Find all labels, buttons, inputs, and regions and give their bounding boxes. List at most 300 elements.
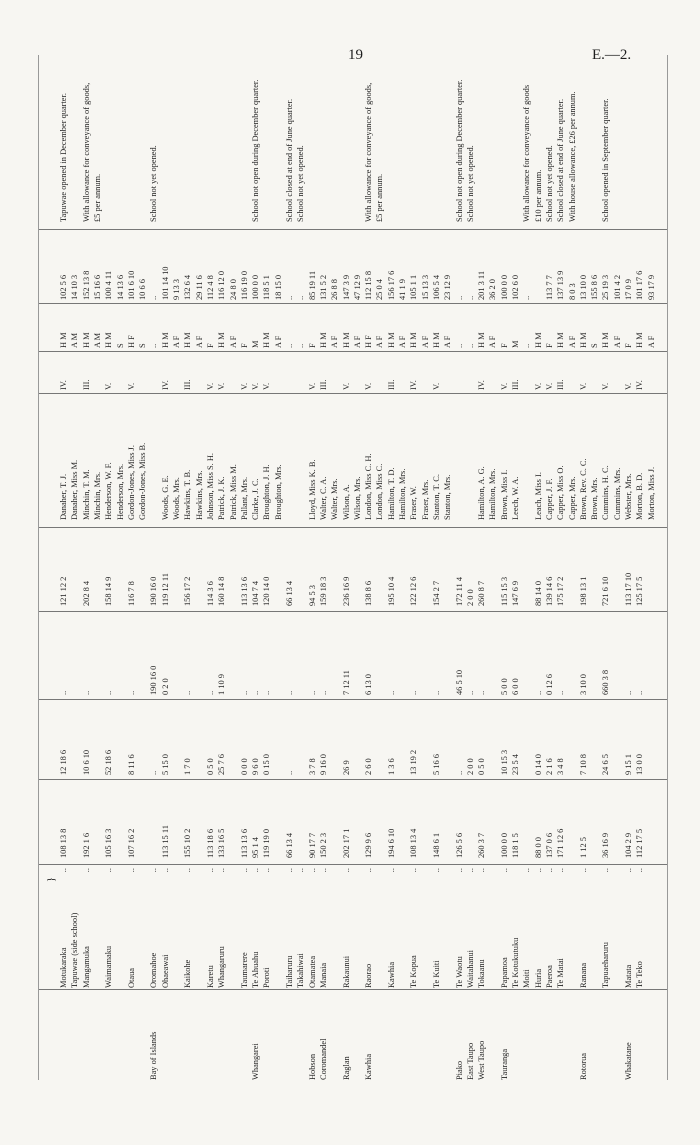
cell-remark: School closed at end of June quarter. (285, 98, 294, 222)
cell-extra: 13 19 2 (409, 749, 419, 775)
cell-sal: .. (522, 295, 532, 300)
cell-total: 175 17 2 (556, 576, 566, 606)
cell-pos: A M (92, 332, 102, 348)
cell-teacher: Danaher, Miss M. (70, 459, 80, 520)
column-rule (38, 527, 668, 528)
cell-build: .. (285, 690, 294, 695)
cell-build: 1 10 9 (217, 674, 227, 695)
cell-total: 88 14 0 (533, 580, 543, 606)
cell-school: Otaua (126, 968, 136, 988)
cell-pos: .. (296, 343, 306, 348)
cell-pos: A F (228, 335, 238, 348)
cell-salary: 36 16 9 (601, 832, 611, 858)
cell-salary: 90 17 7 (307, 832, 317, 858)
cell-dots: .. (318, 868, 328, 873)
cell-pos: .. (454, 343, 464, 348)
cell-total: 154 2 7 (431, 580, 441, 606)
cell-total: 94 5 3 (307, 585, 317, 606)
cell-class: V. (578, 382, 588, 390)
cell-district: Whangarei (251, 1043, 261, 1080)
cell-teacher: Webster, Mrs. (624, 473, 633, 520)
cell-remark: Tapuwae opened in December quarter. (59, 93, 68, 222)
cell-extra: 25 7 6 (217, 754, 227, 775)
cell-teacher: Capper, Mrs. (567, 476, 577, 520)
cell-teacher: Walter, C. A. (318, 476, 328, 520)
cell-salary: 155 10 2 (183, 828, 193, 858)
cell-remark: School opened in September quarter. (601, 98, 611, 222)
column-rule (38, 864, 668, 865)
cell-class: V. (601, 382, 611, 390)
cell-extra: 0 5 0 (205, 758, 215, 775)
rotated-table (38, 55, 668, 1080)
cell-build: .. (307, 690, 317, 695)
cell-school: Huria (533, 968, 543, 988)
cell-class: V. (431, 382, 441, 390)
cell-teacher: Fraser, W. (409, 486, 419, 520)
cell-teacher: Brown, Rev. C. C. (578, 458, 588, 520)
cell-class: V. (499, 382, 509, 390)
cell-sal: 105 1 1 (409, 274, 419, 300)
cell-school: Te Teko (635, 961, 645, 988)
cell-dots: .. (409, 868, 419, 873)
cell-class: III. (511, 379, 520, 390)
cell-build: 0 12 6 (544, 674, 554, 695)
cell-sal: 106 5 4 (431, 274, 441, 300)
cell-total: 158 14 9 (104, 576, 114, 606)
cell-pos: F (205, 343, 215, 348)
cell-class: III. (183, 379, 193, 390)
cell-extra: 9 16 0 (318, 754, 328, 775)
cell-sal: .. (285, 295, 294, 300)
cell-district: West Taupo (477, 1040, 487, 1080)
cell-extra: 7 10 8 (578, 754, 588, 775)
cell-extra: 1 3 6 (386, 758, 396, 775)
cell-pos: A F (330, 335, 340, 348)
cell-remark: With allowance for conveyance of goods, (81, 82, 91, 222)
cell-extra: .. (149, 770, 159, 775)
cell-extra: 26 9 (341, 760, 351, 775)
cell-pos: A M (70, 332, 80, 348)
cell-sal: 9 13 3 (172, 279, 181, 300)
cell-dots: .. (431, 868, 441, 873)
cell-dots: .. (578, 868, 588, 873)
cell-sal: 116 12 0 (217, 270, 227, 300)
cell-build: 46 5 10 (454, 669, 464, 695)
cell-remark: With allowance for conveyance of goods (522, 84, 532, 222)
cell-dots: .. (386, 868, 396, 873)
cell-school: Motukaraka (59, 947, 68, 988)
cell-total: 122 12 6 (409, 576, 419, 606)
cell-class: IV. (409, 380, 419, 390)
cell-sal: 112 4 8 (205, 275, 215, 300)
cell-pos: F (239, 343, 249, 348)
cell-total: 190 16 0 (149, 576, 159, 606)
cell-build: .. (183, 690, 193, 695)
cell-dots: .. (149, 868, 159, 873)
cell-total: 156 17 2 (183, 576, 193, 606)
cell-pos: .. (465, 343, 475, 348)
cell-salary: 119 19 0 (262, 828, 272, 858)
cell-total: 120 14 0 (262, 576, 272, 606)
cell-total: 138 8 6 (364, 580, 374, 606)
cell-school: Paeroa (544, 965, 554, 988)
cell-sal: 14 13 6 (115, 274, 125, 300)
column-rule (38, 351, 668, 352)
cell-salary: 194 6 10 (386, 828, 396, 858)
cell-remark: School not yet opened. (296, 145, 306, 222)
cell-teacher: Stanton, T. C. (431, 474, 441, 520)
brace-mark: } (46, 877, 57, 882)
cell-teacher: Stanton, Mrs. (443, 474, 453, 520)
cell-sal: 113 7 7 (544, 275, 554, 300)
cell-teacher: Lloyd, Miss K. B. (307, 459, 317, 520)
cell-salary: 104 2 9 (624, 832, 633, 858)
cell-teacher: Hamilton, T. D. (386, 467, 396, 520)
cell-extra: 3 4 8 (556, 758, 566, 775)
cell-teacher: Johnson, Miss S. H. (205, 452, 215, 520)
cell-sal: .. (465, 295, 475, 300)
cell-teacher: Patrick, J. K. (217, 476, 227, 520)
cell-remark: School not open during December quarter. (454, 79, 464, 222)
cell-build: 660 3 8 (601, 669, 611, 695)
cell-pos: F (499, 343, 509, 348)
cell-salary: 148 6 1 (431, 832, 441, 858)
cell-extra: 12 18 6 (59, 749, 68, 775)
cell-teacher: Hawkins, T. B. (183, 469, 193, 520)
cell-class: V. (205, 382, 215, 390)
cell-school: Kaikohe (183, 959, 193, 988)
cell-salary: 112 17 5 (635, 828, 645, 858)
cell-school: Otamatea (307, 955, 317, 988)
cell-dots: .. (364, 868, 374, 873)
cell-class: V. (307, 382, 317, 390)
cell-pos: H M (217, 332, 227, 348)
bottom-rule (667, 55, 668, 1080)
cell-sal: 201 3 11 (477, 270, 487, 300)
cell-class: V. (533, 382, 543, 390)
cell-extra: 0 15 0 (262, 754, 272, 775)
cell-pos: H M (318, 332, 328, 348)
cell-sal: 85 19 11 (307, 270, 317, 300)
cell-school: Karetu (205, 965, 215, 988)
cell-build: .. (386, 690, 396, 695)
cell-pos: F (624, 343, 633, 348)
paper-reference: E.—2. (592, 47, 632, 63)
cell-extra: .. (285, 770, 294, 775)
cell-total: 172 11 4 (454, 576, 464, 606)
cell-build: .. (533, 690, 543, 695)
cell-sal: 152 13 8 (81, 270, 91, 300)
cell-salary: 1 12 5 (578, 837, 588, 858)
cell-school: Ranana (578, 962, 588, 988)
cell-school: Kawhia (386, 961, 396, 988)
cell-class: IV. (635, 380, 645, 390)
cell-school: Taiharuru (285, 955, 294, 988)
cell-dots: .. (601, 868, 611, 873)
cell-remark: With allowance for conveyance of goods, (364, 82, 374, 222)
cell-sal: 25 0 4 (375, 279, 385, 300)
cell-extra: 10 6 10 (81, 749, 91, 775)
cell-teacher: Pallant, Mrs. (239, 476, 249, 520)
cell-pos: H M (341, 332, 351, 348)
cell-pos: A F (646, 335, 656, 348)
cell-school: Matata (624, 964, 633, 988)
cell-school: Papamoa (499, 957, 509, 988)
cell-pos: A F (443, 335, 453, 348)
cell-build: .. (205, 690, 215, 695)
cell-school: Te Kotukutuku (511, 937, 520, 988)
cell-teacher: Capper, J. F. (544, 478, 554, 520)
cell-dots: .. (59, 868, 68, 873)
cell-sal: 24 8 0 (228, 279, 238, 300)
cell-sal: 14 10 3 (70, 274, 80, 300)
cell-salary: 113 18 6 (205, 828, 215, 858)
cell-pos: H M (533, 332, 543, 348)
cell-salary: 171 12 6 (556, 828, 566, 858)
cell-school: Poroti (262, 967, 272, 988)
cell-build: .. (251, 690, 261, 695)
cell-build: .. (624, 690, 633, 695)
cell-teacher: Patrick, Miss M. (228, 464, 238, 520)
cell-salary: 118 1 5 (511, 833, 520, 858)
cell-school: Manaia (318, 962, 328, 988)
cell-school: Moiti (522, 969, 532, 988)
cell-pos: H M (59, 332, 68, 348)
cell-pos: A F (172, 335, 181, 348)
cell-school: Ohaeawai (160, 954, 170, 988)
cell-dots: .. (126, 868, 136, 873)
column-rule (38, 229, 668, 230)
cell-total: 198 13 1 (578, 576, 588, 606)
cell-salary: 107 16 2 (126, 828, 136, 858)
cell-sal: 102 5 6 (59, 274, 68, 300)
cell-teacher: Danaher, T. J. (59, 473, 68, 520)
cell-extra: 24 6 5 (601, 754, 611, 775)
cell-total: 113 17 10 (624, 572, 633, 606)
cell-sal: 137 13 9 (556, 270, 566, 300)
cell-build: 6 13 0 (364, 674, 374, 695)
cell-salary: 126 5 6 (454, 832, 464, 858)
cell-teacher: Broughton, J. H. (262, 464, 272, 520)
cell-school: Tapuaeharuru (601, 942, 611, 988)
cell-sal: 17 0 9 (624, 279, 633, 300)
cell-pos: .. (522, 343, 532, 348)
cell-dots: .. (205, 868, 215, 873)
cell-district: Rotorua (578, 1053, 588, 1080)
cell-pos: A F (352, 335, 362, 348)
cell-extra: 23 5 4 (511, 754, 520, 775)
cell-pos: H F (126, 335, 136, 348)
cell-dots: .. (285, 868, 294, 873)
cell-school: Tokaanu (477, 959, 487, 988)
cell-class: IV. (477, 380, 487, 390)
cell-pos: H M (104, 332, 114, 348)
cell-pos: H M (477, 332, 487, 348)
column-rule (38, 393, 668, 394)
cell-extra: 9 6 0 (251, 758, 261, 775)
cell-extra: 8 11 6 (126, 754, 136, 775)
column-rule (38, 699, 668, 700)
cell-total: 104 7 4 (251, 580, 261, 606)
cell-total: 260 8 7 (477, 580, 487, 606)
cell-dots: .. (251, 868, 261, 873)
cell-total: 114 3 6 (205, 581, 215, 606)
cell-class: IV. (160, 380, 170, 390)
column-rule (38, 779, 668, 780)
cell-sal: 100 0 0 (251, 274, 261, 300)
cell-teacher: Leech, W. A. (511, 476, 520, 520)
cell-class: V. (251, 382, 261, 390)
cell-sal: 131 5 2 (318, 274, 328, 300)
cell-district: Coromandel (318, 1038, 328, 1080)
cell-district: Bay of Islands (149, 1031, 159, 1080)
cell-pos: M (511, 340, 520, 348)
cell-sal: .. (454, 295, 464, 300)
cell-sal: 26 8 8 (330, 279, 340, 300)
cell-dots: .. (533, 868, 543, 873)
cell-pos: .. (285, 343, 294, 348)
cell-dots: .. (465, 868, 475, 873)
cell-extra: 5 16 6 (431, 754, 441, 775)
cell-pos: F (307, 343, 317, 348)
cell-total: 721 6 10 (601, 576, 611, 606)
cell-build: .. (465, 690, 475, 695)
cell-total: 147 6 9 (511, 580, 520, 606)
column-rule (38, 611, 668, 612)
cell-teacher: Woods, G. E. (160, 475, 170, 520)
cell-build: .. (59, 690, 68, 695)
cell-class: V. (239, 382, 249, 390)
cell-teacher: London, Miss C. H. (364, 453, 374, 520)
cell-class: V. (624, 382, 633, 390)
cell-pos: H M (262, 332, 272, 348)
cell-teacher: Walter, Mrs. (330, 478, 340, 520)
cell-total: 195 10 4 (386, 576, 396, 606)
cell-pos: H M (386, 332, 396, 348)
cell-teacher: Cummins, Mrs. (612, 467, 622, 520)
cell-school: Te Kuiti (431, 960, 441, 988)
cell-school: Mangamuka (81, 946, 91, 988)
cell-dots: .. (499, 868, 509, 873)
cell-sal: 156 17 6 (386, 270, 396, 300)
cell-pos: H M (601, 332, 611, 348)
cell-pos: A F (273, 335, 283, 348)
cell-sal: 132 6 4 (183, 274, 193, 300)
cell-teacher: London, Miss C. (375, 463, 385, 520)
cell-build: .. (239, 690, 249, 695)
cell-extra: 3 7 8 (307, 758, 317, 775)
cell-remark: School not yet opened. (544, 145, 554, 222)
cell-teacher: Morton, Miss J. (646, 466, 656, 520)
cell-sal: 112 15 8 (364, 270, 374, 300)
cell-build: .. (477, 690, 487, 695)
cell-sal: 155 8 6 (590, 274, 600, 300)
cell-build: 5 0 0 (499, 678, 509, 695)
cell-teacher: Woods, Mrs. (172, 477, 181, 520)
cell-build: .. (556, 690, 566, 695)
cell-district: Kawhia (364, 1053, 374, 1080)
cell-total: 159 18 3 (318, 576, 328, 606)
cell-salary: 95 1 4 (251, 837, 261, 858)
cell-pos: M (251, 340, 261, 348)
cell-class: V. (262, 382, 272, 390)
cell-build: .. (104, 690, 114, 695)
cell-pos: A F (420, 335, 430, 348)
cell-pos: H M (635, 332, 645, 348)
cell-extra: 13 0 0 (635, 754, 645, 775)
cell-sal: 13 10 0 (578, 274, 588, 300)
cell-teacher: Hamilton, Mrs. (398, 468, 407, 520)
cell-sal: 101 4 2 (612, 274, 622, 300)
cell-school: Takahiwai (296, 953, 306, 988)
cell-sal: 36 2 0 (488, 279, 498, 300)
cell-extra: 1 7 0 (183, 758, 193, 775)
cell-extra: 5 15 0 (160, 754, 170, 775)
cell-salary: 202 17 1 (341, 828, 351, 858)
cell-sal: 10 6 6 (138, 279, 148, 300)
cell-remark: School closed at end of June quarter. (556, 98, 566, 222)
cell-extra: 0 14 0 (533, 754, 543, 775)
cell-teacher: Fraser, Mrs. (420, 479, 430, 520)
cell-pos: H M (183, 332, 193, 348)
cell-salary: 113 15 11 (160, 825, 170, 858)
cell-build: .. (126, 690, 136, 695)
cell-pos: A F (612, 335, 622, 348)
cell-build: 7 12 11 (341, 670, 351, 695)
cell-pos: A F (398, 335, 407, 348)
cell-build: .. (262, 690, 272, 695)
cell-sal: 23 12 9 (443, 274, 453, 300)
cell-pos: A F (488, 335, 498, 348)
cell-salary: 192 1 6 (81, 832, 91, 858)
cell-total: 125 17 5 (635, 576, 645, 606)
cell-teacher: Henderson, Mrs. (115, 463, 125, 520)
cell-teacher: Cummins, H. C. (601, 465, 611, 520)
cell-dots: .. (183, 868, 193, 873)
cell-sal: 25 19 3 (601, 274, 611, 300)
cell-extra: 10 15 3 (499, 749, 509, 775)
cell-teacher: Minchin, Mrs. (92, 471, 102, 520)
cell-teacher: Gordon-Jones, Miss B. (138, 442, 148, 520)
cell-sal: 147 3 9 (341, 274, 351, 300)
cell-teacher: Capper, Miss O. (556, 465, 566, 520)
cell-district: Hobson (307, 1053, 317, 1080)
cell-total: 116 7 8 (126, 581, 136, 606)
cell-extra: .. (454, 770, 464, 775)
cell-pos: S (590, 343, 600, 348)
cell-salary: 108 13 4 (409, 828, 419, 858)
cell-dots: .. (341, 868, 351, 873)
cell-dots: .. (635, 868, 645, 873)
cell-extra: 9 15 1 (624, 754, 633, 775)
cell-school: Raorao (364, 963, 374, 988)
cell-pos: .. (149, 343, 159, 348)
cell-total: 115 15 3 (499, 576, 509, 606)
cell-extra: 2 0 0 (465, 758, 475, 775)
cell-pos: A F (567, 335, 577, 348)
cell-dots: .. (104, 868, 114, 873)
cell-sal: 15 13 3 (420, 274, 430, 300)
cell-dots: .. (307, 868, 317, 873)
cell-sal: 116 19 0 (239, 270, 249, 300)
column-rule (38, 303, 668, 304)
cell-sal: 118 5 1 (262, 275, 272, 300)
cell-salary: 133 16 5 (217, 828, 227, 858)
cell-total: 202 8 4 (81, 580, 91, 606)
cell-sal: 8 0 3 (567, 283, 577, 300)
page-number: 19 (348, 47, 363, 63)
cell-salary: 88 0 0 (533, 837, 543, 858)
